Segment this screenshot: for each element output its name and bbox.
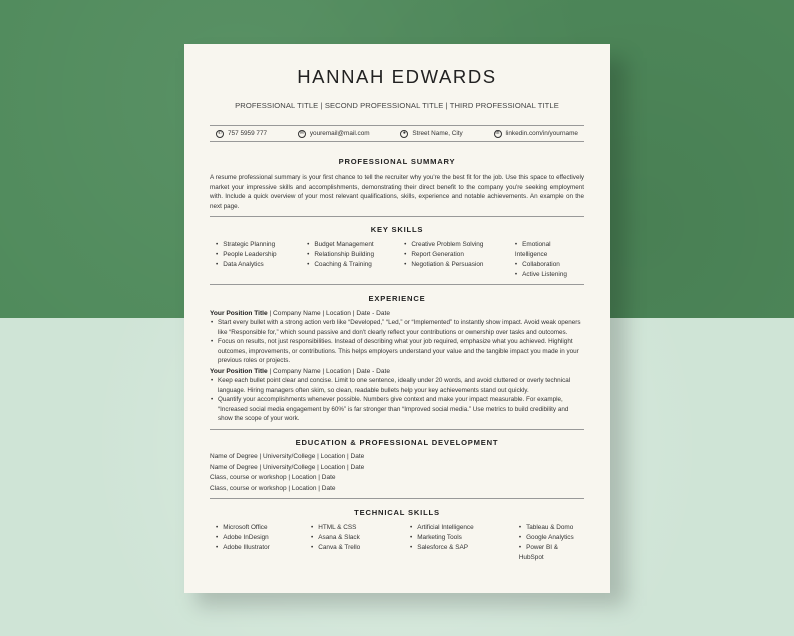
- contact-address: [400, 130, 462, 138]
- technical-skill-item: • HTML & CSS: [311, 523, 410, 533]
- job-bullet: • Keep each bullet point clear and concise. Limit to one sentence, ideally under 20 words, and avoid cluttered or overly technical language. Hiring managers often skim, so clean, readable bullets help your key achievements stand out quickly.: [218, 376, 584, 395]
- technical-skills-column: [311, 523, 410, 563]
- technical-skill-item: • Canva & Trello: [311, 543, 410, 553]
- job-bullet: • Quantify your accomplishments whenever possible. Numbers give context and make your impact measurable. For example, “Increased social media engagement by 60%” is far stronger than “Improved social media.” Use metrics to build credibility and show the scope of your work.: [218, 395, 584, 423]
- technical-skill-item: • Marketing Tools: [410, 533, 519, 543]
- key-skills-column: [307, 240, 404, 280]
- technical-skills-column: [519, 523, 584, 563]
- key-skill-item: • Coaching & Training: [307, 260, 404, 270]
- education-line: Class, course or workshop | Location | Date: [210, 474, 336, 482]
- key-skill-item: • Budget Management: [307, 240, 404, 250]
- key-skill-item: • People Leadership: [216, 250, 307, 260]
- job-details: | Company Name | Location | Date - Date: [267, 310, 391, 318]
- key-skill-item: • Emotional Intelligence: [515, 240, 584, 260]
- key-skill-item: • Data Analytics: [216, 260, 307, 270]
- divider: [210, 284, 584, 285]
- phone-text: 757 5959 777: [228, 130, 268, 137]
- technical-skill-item: • Adobe InDesign: [216, 533, 311, 543]
- key-skill-item: • Negotiation & Persuasion: [404, 260, 515, 270]
- contact-phone: [216, 130, 267, 138]
- technical-skills-column: [410, 523, 519, 563]
- education-line: Name of Degree | University/College | Location | Date: [210, 463, 365, 471]
- key-skills-column: [515, 240, 584, 280]
- divider: [210, 216, 584, 217]
- key-skill-item: • Collaboration: [515, 260, 584, 270]
- technical-skills-grid: [210, 523, 584, 563]
- job-position: Your Position Title: [210, 368, 268, 376]
- phone-icon: ✆: [217, 130, 223, 136]
- technical-skill-item: • Google Analytics: [519, 533, 584, 543]
- technical-skill-item: • Microsoft Office: [216, 523, 311, 533]
- job-bullets: [210, 376, 584, 423]
- key-skills-column: [404, 240, 515, 280]
- technical-skill-item: • Adobe Illustrator: [216, 543, 311, 553]
- key-skill-item: • Strategic Planning: [216, 240, 307, 250]
- contact-email: [298, 130, 370, 138]
- education-heading: EDUCATION & PROFESSIONAL DEVELOPMENT: [295, 438, 499, 448]
- linkedin-icon: in: [494, 130, 502, 138]
- job-bullet: • Start every bullet with a strong action verb like “Developed,” “Led,” or “Implemented” to instantly show impact. Avoid weak openers like “Responsible for,” which sound passive and don't clearly reflect your contributions or ownership over tasks and outcomes.: [218, 318, 584, 337]
- summary-text: A resume professional summary is your first chance to tell the recruiter why you're the best fit for the job. Use this space to effectively market your impressive skills and accomplishments, demonstrating their direct benefit to the company you're seeking employment with. Include a quick overview of your most relevant qualifications, skills, experience and notable achievements. An example on the next page.: [210, 174, 584, 210]
- technical-skill-item: • Artificial Intelligence: [410, 523, 519, 533]
- experience-heading: EXPERIENCE: [368, 294, 426, 304]
- education-list: [210, 452, 584, 494]
- key-skills-grid: [210, 240, 584, 280]
- technical-skill-item: • Salesforce & SAP: [410, 543, 519, 553]
- education-line: Name of Degree | University/College | Location | Date: [210, 453, 365, 461]
- job-bullet: • Focus on results, not just responsibilities. Instead of describing what your job required, emphasize what you achieved. Highlight outcomes, improvements, or contributions. This helps employers understand your value and the tangible impact you made in your previous roles or projects.: [218, 337, 584, 365]
- email-icon: ✉: [299, 130, 304, 136]
- key-skill-item: • Relationship Building: [307, 250, 404, 260]
- professional-titles: PROFESSIONAL TITLE | SECOND PROFESSIONAL TITLE | THIRD PROFESSIONAL TITLE: [235, 101, 559, 110]
- resume-name: HANNAH EDWARDS: [297, 66, 497, 87]
- key-skills-column: [216, 240, 307, 280]
- contact-linkedin: [494, 130, 578, 138]
- technical-skills-heading: TECHNICAL SKILLS: [354, 508, 440, 518]
- job-heading: [210, 310, 584, 317]
- technical-skill-item: • Tableau & Domo: [519, 523, 584, 533]
- key-skill-item: • Report Generation: [404, 250, 515, 260]
- email-text: youremail@mail.com: [309, 130, 370, 137]
- location-pin-icon: ●: [400, 130, 408, 138]
- linkedin-text: linkedin.com/in/yourname: [505, 130, 578, 137]
- job-position: Your Position Title: [210, 310, 268, 318]
- key-skills-heading: KEY SKILLS: [370, 225, 424, 235]
- key-skill-item: • Creative Problem Solving: [404, 240, 515, 250]
- education-line: Class, course or workshop | Location | Date: [210, 484, 336, 492]
- divider: [210, 498, 584, 499]
- technical-skill-item: • Power BI & HubSpot: [519, 543, 584, 563]
- job-heading: [210, 368, 584, 375]
- technical-skill-item: • Asana & Slack: [311, 533, 410, 543]
- job-bullets: [210, 318, 584, 365]
- address-text: Street Name, City: [412, 130, 463, 137]
- key-skill-item: • Active Listening: [515, 270, 584, 280]
- divider: [210, 429, 584, 430]
- summary-heading: PROFESSIONAL SUMMARY: [338, 157, 456, 166]
- contact-bar: [210, 125, 584, 142]
- resume-page: [184, 44, 610, 593]
- job-details: | Company Name | Location | Date - Date: [267, 368, 391, 376]
- technical-skills-column: [216, 523, 311, 563]
